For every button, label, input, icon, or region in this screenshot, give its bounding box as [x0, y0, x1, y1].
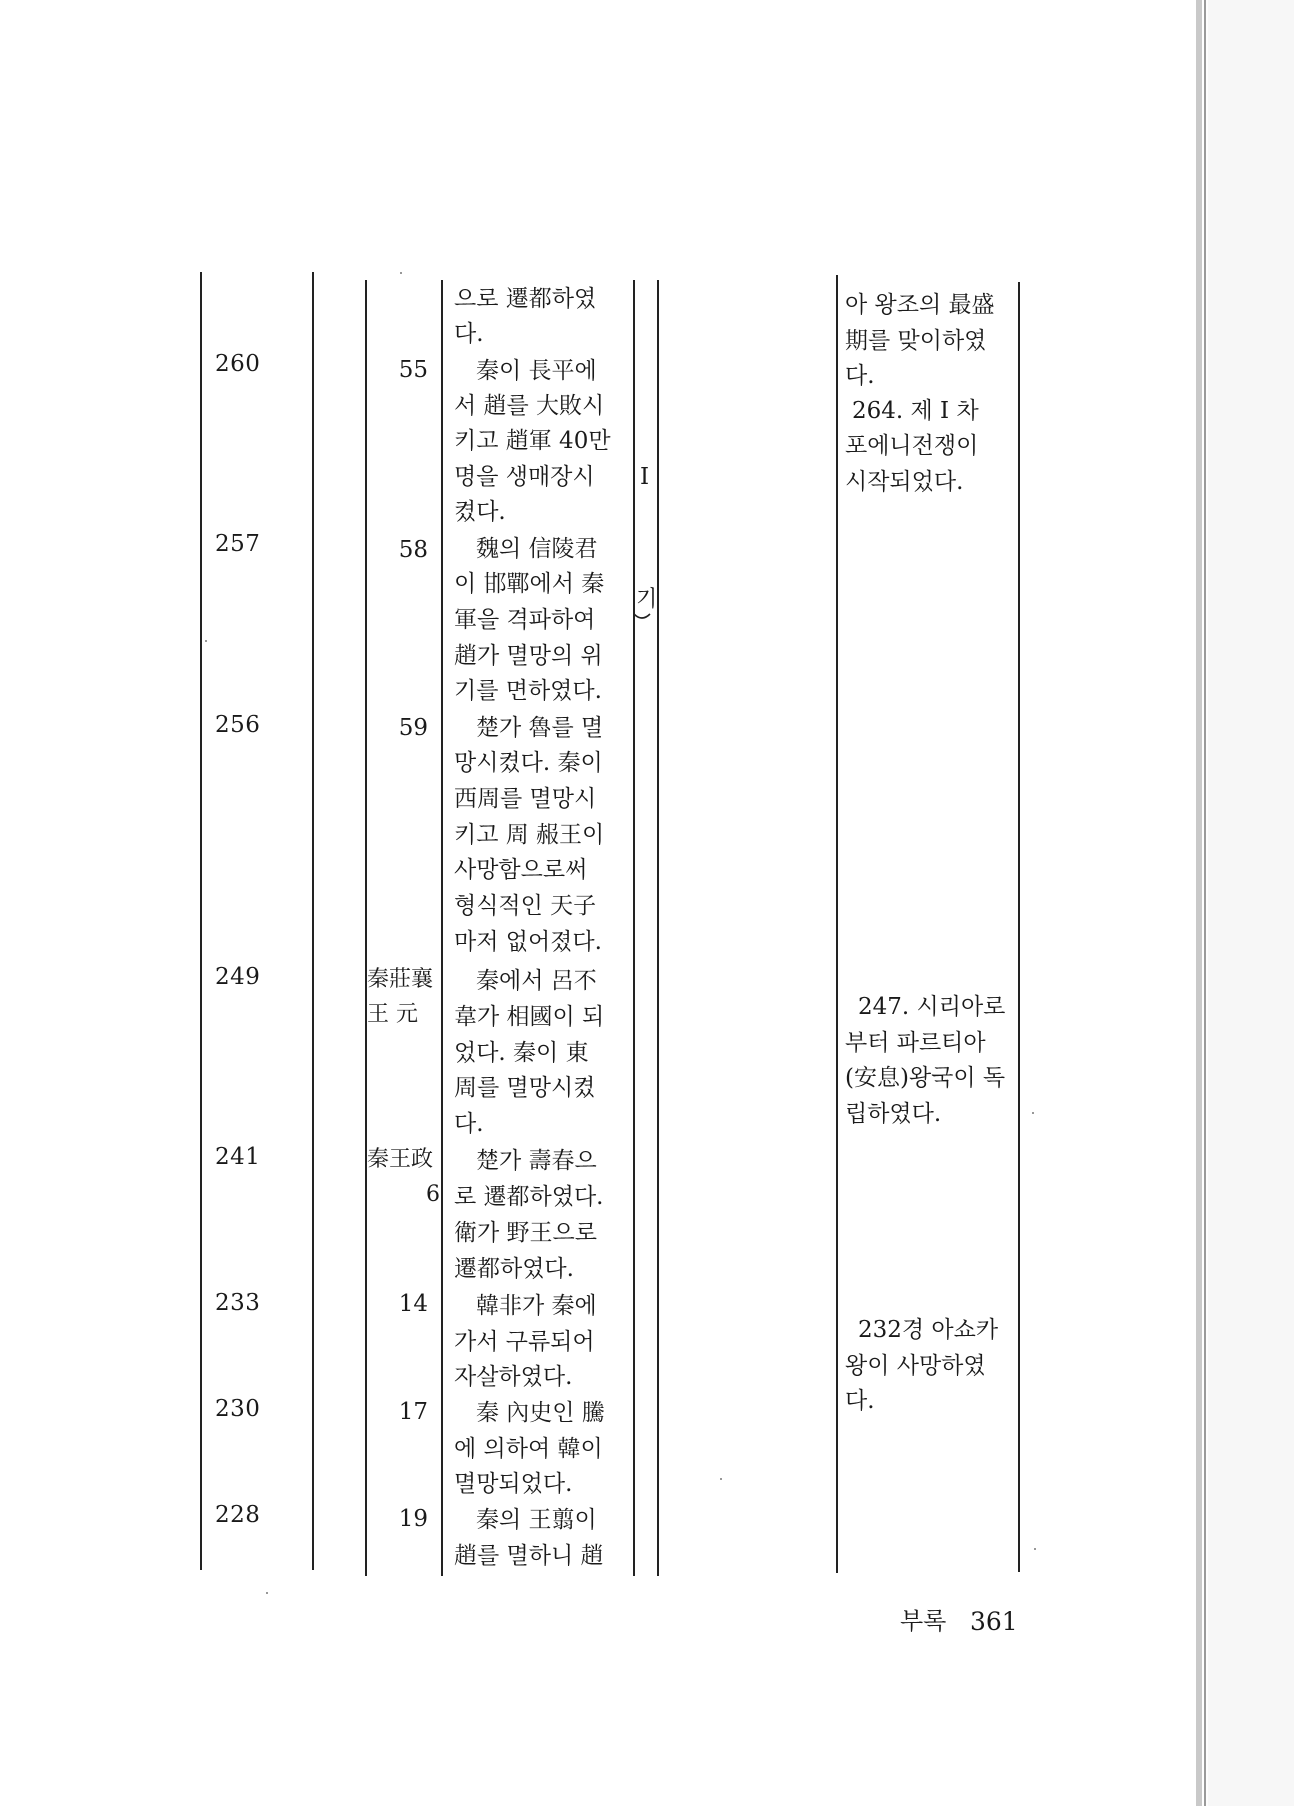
world-event-line: 왕이 사망하였	[845, 1353, 986, 1379]
event-line: 서 趙를 大敗시	[454, 393, 605, 419]
world-event-line: 期를 맞이하였	[845, 328, 987, 354]
year-cell: 260	[215, 351, 261, 377]
scan-speck	[400, 272, 402, 274]
ruler-cell: 秦王政	[367, 1147, 434, 1172]
world-event-line: 다.	[845, 363, 875, 389]
year-cell: 249	[215, 964, 261, 990]
event-line: 멸망되었다.	[454, 1471, 573, 1497]
event-line: 사망함으로써	[454, 857, 588, 883]
event-line: 자살하였다.	[454, 1364, 573, 1390]
bracket-mark	[632, 584, 652, 622]
year-cell: 241	[215, 1144, 261, 1170]
scan-speck	[266, 1592, 268, 1594]
event-line: 周를 멸망시켰	[454, 1075, 596, 1101]
ruler-cell: 6	[426, 1182, 440, 1207]
table-rule	[1018, 282, 1020, 1572]
event-line: 韓非가 秦에	[476, 1293, 597, 1319]
event-line: 키고 周 赧王이	[454, 822, 605, 848]
period-marker: 기	[636, 587, 658, 612]
event-line: 망시켰다. 秦이	[454, 750, 603, 776]
world-event-line: 부터 파르티아	[845, 1030, 986, 1056]
event-line: 韋가 相國이 되	[454, 1004, 605, 1030]
table-rule	[441, 280, 443, 1576]
event-line: 켰다.	[454, 499, 506, 525]
event-line: 秦이 長平에	[476, 358, 597, 384]
period-marker: I	[640, 464, 650, 490]
event-line: 衛가 野王으로	[454, 1220, 597, 1246]
ruler-cell: 秦莊襄	[367, 967, 434, 992]
event-line: 가서 구류되어	[454, 1329, 595, 1355]
table-rule	[657, 280, 659, 1576]
table-rule	[836, 275, 838, 1573]
event-line: 다.	[454, 321, 484, 347]
event-line: 楚가 壽春으	[476, 1148, 597, 1174]
year-cell: 230	[215, 1396, 261, 1422]
event-line: 趙가 멸망의 위	[454, 643, 603, 669]
regnal-year-cell: 14	[398, 1291, 428, 1317]
table-rule	[633, 280, 635, 1576]
table-rule	[312, 272, 314, 1570]
regnal-year-cell: 17	[398, 1399, 428, 1425]
footer-label: 부록	[900, 1607, 947, 1635]
event-line: 명을 생매장시	[454, 464, 595, 490]
event-line: 로 遷都하였다.	[454, 1184, 604, 1210]
world-event-line: 립하였다.	[845, 1101, 942, 1127]
event-line: 마저 없어졌다.	[454, 929, 602, 955]
event-line: 秦의 王翦이	[476, 1507, 597, 1533]
world-event-line: 247. 시리아로	[858, 994, 1006, 1020]
event-line: 에 의하여 韓이	[454, 1436, 603, 1462]
year-cell: 256	[215, 712, 261, 738]
event-line: 으로 遷都하였	[454, 286, 597, 312]
world-event-line: 시작되었다.	[845, 469, 964, 495]
world-event-line: (安息)왕국이 독	[845, 1065, 1006, 1091]
event-line: 趙를 멸하니 趙	[454, 1543, 604, 1569]
table-rule	[365, 280, 367, 1576]
event-line: 이 邯鄲에서 秦	[454, 571, 605, 597]
event-line: 기를 면하였다.	[454, 678, 602, 704]
event-line: 西周를 멸망시	[454, 786, 597, 812]
event-line: 키고 趙軍 40만	[454, 428, 611, 454]
page-margin-background	[1208, 0, 1294, 1806]
event-line: 遷都하였다.	[454, 1256, 574, 1282]
world-event-line: 264. 제 I 차	[852, 398, 979, 424]
regnal-year-cell: 55	[398, 357, 428, 383]
world-event-line: 다.	[845, 1388, 875, 1414]
world-event-line: 232경 아쇼카	[858, 1317, 999, 1343]
scan-speck	[205, 640, 207, 642]
event-line: 秦 內史인 騰	[476, 1400, 605, 1426]
year-cell: 257	[215, 531, 261, 557]
table-rule	[200, 272, 202, 1570]
regnal-year-cell: 59	[398, 715, 428, 741]
event-line: 楚가 魯를 멸	[476, 715, 604, 741]
event-line: 魏의 信陵君	[476, 536, 598, 562]
year-cell: 228	[215, 1502, 261, 1528]
scan-speck	[720, 1478, 722, 1480]
scan-speck	[1034, 1548, 1036, 1550]
event-line: 軍을 격파하여	[454, 607, 596, 633]
world-event-line: 아 왕조의 最盛	[845, 292, 995, 318]
event-line: 형식적인 天子	[454, 893, 597, 919]
scan-speck	[1032, 1112, 1034, 1114]
regnal-year-cell: 19	[398, 1506, 428, 1532]
world-event-line: 포에니전쟁이	[845, 433, 979, 459]
event-line: 었다. 秦이 東	[454, 1040, 589, 1066]
ruler-cell: 王 元	[367, 1002, 418, 1027]
page-number: 361	[970, 1607, 1018, 1636]
event-line: 秦에서 呂不	[476, 968, 597, 994]
year-cell: 233	[215, 1290, 261, 1316]
page-edge-shadow	[1196, 0, 1202, 1806]
regnal-year-cell: 58	[398, 537, 428, 563]
event-line: 다.	[454, 1111, 484, 1137]
